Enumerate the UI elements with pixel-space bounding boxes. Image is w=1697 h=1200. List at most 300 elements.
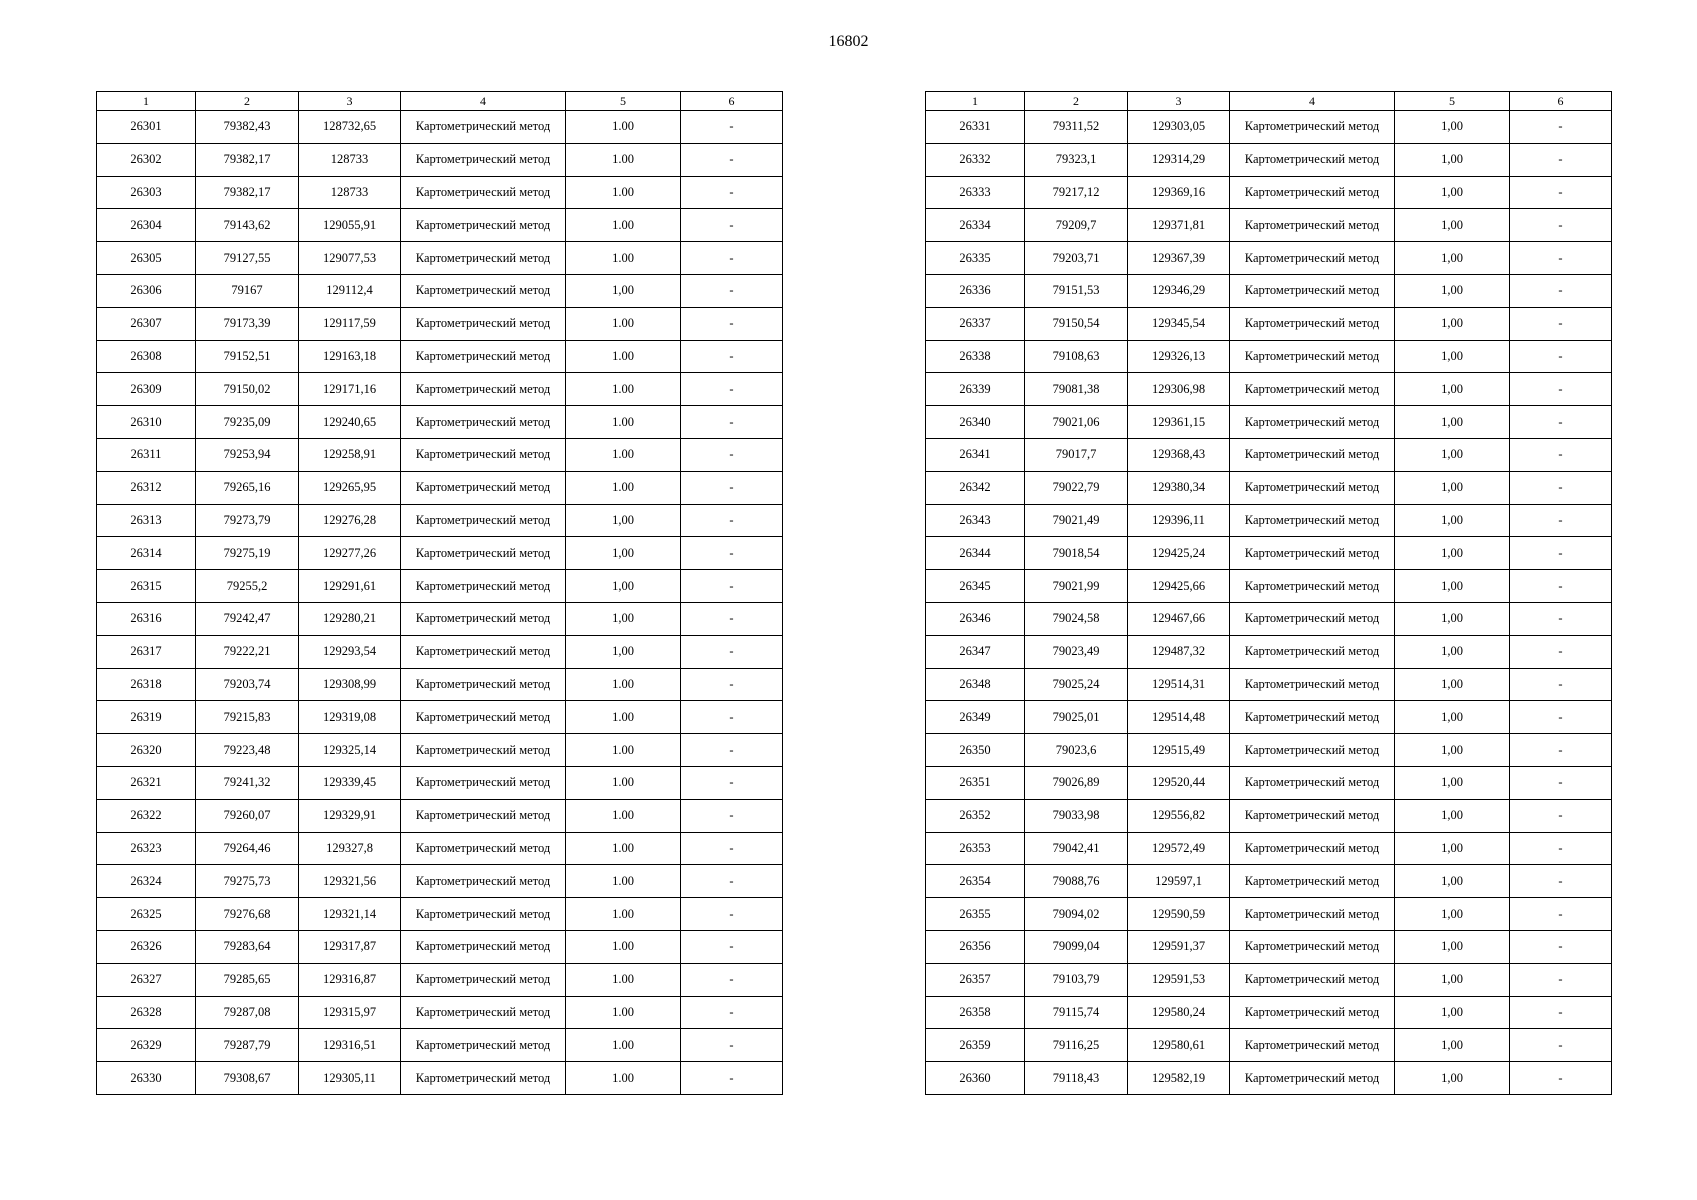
point-number-cell: 26326 (97, 930, 196, 963)
method-cell: Картометрический метод (1230, 471, 1395, 504)
description-cell: - (681, 209, 783, 242)
method-cell: Картометрический метод (1230, 504, 1395, 537)
y-coordinate-cell: 129321,56 (299, 865, 401, 898)
description-cell: - (1510, 1062, 1612, 1095)
accuracy-cell: 1,00 (1395, 209, 1510, 242)
accuracy-cell: 1.00 (566, 1062, 681, 1095)
description-cell: - (681, 734, 783, 767)
y-coordinate-cell: 129112,4 (299, 274, 401, 307)
method-cell: Картометрический метод (401, 570, 566, 603)
description-cell: - (681, 865, 783, 898)
method-cell: Картометрический метод (1230, 438, 1395, 471)
y-coordinate-cell: 129380,34 (1128, 471, 1230, 504)
x-coordinate-cell: 79143,62 (196, 209, 299, 242)
y-coordinate-cell: 129339,45 (299, 766, 401, 799)
method-cell: Картометрический метод (401, 274, 566, 307)
accuracy-cell: 1,00 (1395, 635, 1510, 668)
method-cell: Картометрический метод (401, 242, 566, 275)
point-number-cell: 26318 (97, 668, 196, 701)
table-row (926, 930, 1612, 963)
y-coordinate-cell: 129520,44 (1128, 766, 1230, 799)
method-cell: Картометрический метод (1230, 766, 1395, 799)
column-header: 6 (1510, 92, 1612, 111)
y-coordinate-cell: 129368,43 (1128, 438, 1230, 471)
y-coordinate-cell: 129580,24 (1128, 996, 1230, 1029)
method-cell: Картометрический метод (1230, 307, 1395, 340)
description-cell: - (681, 242, 783, 275)
description-cell: - (1510, 373, 1612, 406)
y-coordinate-cell: 129591,37 (1128, 930, 1230, 963)
table-row (926, 963, 1612, 996)
x-coordinate-cell: 79150,54 (1025, 307, 1128, 340)
accuracy-cell: 1.00 (566, 799, 681, 832)
point-number-cell: 26347 (926, 635, 1025, 668)
method-cell: Картометрический метод (1230, 602, 1395, 635)
y-coordinate-cell: 129487,32 (1128, 635, 1230, 668)
description-cell: - (681, 766, 783, 799)
description-cell: - (1510, 176, 1612, 209)
x-coordinate-cell: 79173,39 (196, 307, 299, 340)
method-cell: Картометрический метод (401, 307, 566, 340)
column-header: 4 (1230, 92, 1395, 111)
x-coordinate-cell: 79021,06 (1025, 406, 1128, 439)
point-number-cell: 26354 (926, 865, 1025, 898)
description-cell: - (681, 898, 783, 931)
y-coordinate-cell: 129580,61 (1128, 1029, 1230, 1062)
point-number-cell: 26304 (97, 209, 196, 242)
point-number-cell: 26303 (97, 176, 196, 209)
description-cell: - (1510, 537, 1612, 570)
column-header: 2 (196, 92, 299, 111)
point-number-cell: 26341 (926, 438, 1025, 471)
description-cell: - (681, 438, 783, 471)
description-cell: - (681, 111, 783, 144)
x-coordinate-cell: 79025,24 (1025, 668, 1128, 701)
accuracy-cell: 1.00 (566, 143, 681, 176)
y-coordinate-cell: 129572,49 (1128, 832, 1230, 865)
point-number-cell: 26308 (97, 340, 196, 373)
method-cell: Картометрический метод (1230, 406, 1395, 439)
y-coordinate-cell: 128733 (299, 176, 401, 209)
accuracy-cell: 1,00 (1395, 1062, 1510, 1095)
x-coordinate-cell: 79116,25 (1025, 1029, 1128, 1062)
point-number-cell: 26328 (97, 996, 196, 1029)
table-row (97, 668, 783, 701)
y-coordinate-cell: 129055,91 (299, 209, 401, 242)
method-cell: Картометрический метод (401, 865, 566, 898)
y-coordinate-cell: 129293,54 (299, 635, 401, 668)
point-number-cell: 26339 (926, 373, 1025, 406)
x-coordinate-cell: 79276,68 (196, 898, 299, 931)
y-coordinate-cell: 129117,59 (299, 307, 401, 340)
description-cell: - (681, 832, 783, 865)
point-number-cell: 26320 (97, 734, 196, 767)
description-cell: - (1510, 504, 1612, 537)
description-cell: - (681, 307, 783, 340)
description-cell: - (681, 570, 783, 603)
description-cell: - (681, 340, 783, 373)
accuracy-cell: 1.00 (566, 1029, 681, 1062)
accuracy-cell: 1,00 (1395, 930, 1510, 963)
y-coordinate-cell: 129265,95 (299, 471, 401, 504)
y-coordinate-cell: 129319,08 (299, 701, 401, 734)
point-number-cell: 26302 (97, 143, 196, 176)
table-row (926, 373, 1612, 406)
table-row (97, 373, 783, 406)
x-coordinate-cell: 79017,7 (1025, 438, 1128, 471)
point-number-cell: 26313 (97, 504, 196, 537)
x-coordinate-cell: 79150,02 (196, 373, 299, 406)
method-cell: Картометрический метод (1230, 340, 1395, 373)
accuracy-cell: 1,00 (1395, 406, 1510, 439)
point-number-cell: 26314 (97, 537, 196, 570)
x-coordinate-cell: 79127,55 (196, 242, 299, 275)
description-cell: - (1510, 898, 1612, 931)
table-row (97, 832, 783, 865)
description-cell: - (681, 176, 783, 209)
y-coordinate-cell: 128732,65 (299, 111, 401, 144)
table-row (926, 274, 1612, 307)
table-row (926, 898, 1612, 931)
y-coordinate-cell: 129514,31 (1128, 668, 1230, 701)
method-cell: Картометрический метод (1230, 373, 1395, 406)
y-coordinate-cell: 129308,99 (299, 668, 401, 701)
accuracy-cell: 1,00 (1395, 340, 1510, 373)
accuracy-cell: 1,00 (1395, 471, 1510, 504)
point-number-cell: 26323 (97, 832, 196, 865)
table-row (926, 602, 1612, 635)
accuracy-cell: 1,00 (1395, 438, 1510, 471)
y-coordinate-cell: 129077,53 (299, 242, 401, 275)
description-cell: - (1510, 340, 1612, 373)
accuracy-cell: 1,00 (1395, 898, 1510, 931)
x-coordinate-cell: 79382,17 (196, 143, 299, 176)
method-cell: Картометрический метод (1230, 668, 1395, 701)
accuracy-cell: 1,00 (1395, 996, 1510, 1029)
description-cell: - (681, 537, 783, 570)
point-number-cell: 26342 (926, 471, 1025, 504)
x-coordinate-cell: 79323,1 (1025, 143, 1128, 176)
method-cell: Картометрический метод (1230, 570, 1395, 603)
accuracy-cell: 1.00 (566, 438, 681, 471)
table-row (926, 406, 1612, 439)
table-row (926, 111, 1612, 144)
description-cell: - (1510, 406, 1612, 439)
point-number-cell: 26310 (97, 406, 196, 439)
column-header: 4 (401, 92, 566, 111)
y-coordinate-cell: 129582,19 (1128, 1062, 1230, 1095)
y-coordinate-cell: 129277,26 (299, 537, 401, 570)
point-number-cell: 26345 (926, 570, 1025, 603)
column-header: 3 (1128, 92, 1230, 111)
y-coordinate-cell: 129371,81 (1128, 209, 1230, 242)
description-cell: - (1510, 832, 1612, 865)
y-coordinate-cell: 129591,53 (1128, 963, 1230, 996)
accuracy-cell: 1.00 (566, 340, 681, 373)
description-cell: - (681, 406, 783, 439)
x-coordinate-cell: 79081,38 (1025, 373, 1128, 406)
method-cell: Картометрический метод (1230, 701, 1395, 734)
x-coordinate-cell: 79151,53 (1025, 274, 1128, 307)
point-number-cell: 26356 (926, 930, 1025, 963)
accuracy-cell: 1,00 (566, 570, 681, 603)
method-cell: Картометрический метод (401, 438, 566, 471)
point-number-cell: 26330 (97, 1062, 196, 1095)
x-coordinate-cell: 79275,19 (196, 537, 299, 570)
y-coordinate-cell: 129280,21 (299, 602, 401, 635)
y-coordinate-cell: 129316,87 (299, 963, 401, 996)
x-coordinate-cell: 79241,32 (196, 766, 299, 799)
table-row (926, 766, 1612, 799)
table-row (926, 832, 1612, 865)
x-coordinate-cell: 79152,51 (196, 340, 299, 373)
y-coordinate-cell: 128733 (299, 143, 401, 176)
table-row (926, 307, 1612, 340)
point-number-cell: 26344 (926, 537, 1025, 570)
point-number-cell: 26324 (97, 865, 196, 898)
description-cell: - (1510, 963, 1612, 996)
description-cell: - (681, 1029, 783, 1062)
method-cell: Картометрический метод (1230, 832, 1395, 865)
accuracy-cell: 1,00 (1395, 701, 1510, 734)
y-coordinate-cell: 129163,18 (299, 340, 401, 373)
y-coordinate-cell: 129314,29 (1128, 143, 1230, 176)
x-coordinate-cell: 79285,65 (196, 963, 299, 996)
accuracy-cell: 1,00 (1395, 668, 1510, 701)
y-coordinate-cell: 129326,13 (1128, 340, 1230, 373)
method-cell: Картометрический метод (401, 340, 566, 373)
method-cell: Картометрический метод (401, 602, 566, 635)
point-number-cell: 26350 (926, 734, 1025, 767)
description-cell: - (1510, 209, 1612, 242)
x-coordinate-cell: 79222,21 (196, 635, 299, 668)
point-number-cell: 26349 (926, 701, 1025, 734)
x-coordinate-cell: 79287,79 (196, 1029, 299, 1062)
point-number-cell: 26343 (926, 504, 1025, 537)
y-coordinate-cell: 129258,91 (299, 438, 401, 471)
x-coordinate-cell: 79382,17 (196, 176, 299, 209)
x-coordinate-cell: 79018,54 (1025, 537, 1128, 570)
column-header: 5 (566, 92, 681, 111)
method-cell: Картометрический метод (401, 111, 566, 144)
description-cell: - (1510, 602, 1612, 635)
method-cell: Картометрический метод (401, 898, 566, 931)
method-cell: Картометрический метод (401, 504, 566, 537)
description-cell: - (1510, 734, 1612, 767)
accuracy-cell: 1,00 (1395, 602, 1510, 635)
column-header: 5 (1395, 92, 1510, 111)
y-coordinate-cell: 129305,11 (299, 1062, 401, 1095)
x-coordinate-cell: 79311,52 (1025, 111, 1128, 144)
point-number-cell: 26358 (926, 996, 1025, 1029)
column-header: 6 (681, 92, 783, 111)
description-cell: - (681, 635, 783, 668)
method-cell: Картометрический метод (1230, 996, 1395, 1029)
table-row (97, 242, 783, 275)
x-coordinate-cell: 79042,41 (1025, 832, 1128, 865)
accuracy-cell: 1,00 (1395, 111, 1510, 144)
description-cell: - (1510, 766, 1612, 799)
x-coordinate-cell: 79235,09 (196, 406, 299, 439)
y-coordinate-cell: 129327,8 (299, 832, 401, 865)
method-cell: Картометрический метод (401, 635, 566, 668)
y-coordinate-cell: 129425,24 (1128, 537, 1230, 570)
table-row (97, 307, 783, 340)
y-coordinate-cell: 129325,14 (299, 734, 401, 767)
point-number-cell: 26325 (97, 898, 196, 931)
accuracy-cell: 1.00 (566, 373, 681, 406)
method-cell: Картометрический метод (401, 799, 566, 832)
method-cell: Картометрический метод (401, 373, 566, 406)
y-coordinate-cell: 129597,1 (1128, 865, 1230, 898)
x-coordinate-cell: 79094,02 (1025, 898, 1128, 931)
method-cell: Картометрический метод (401, 963, 566, 996)
table-row (97, 865, 783, 898)
table-row (926, 504, 1612, 537)
method-cell: Картометрический метод (401, 930, 566, 963)
method-cell: Картометрический метод (401, 766, 566, 799)
description-cell: - (1510, 1029, 1612, 1062)
point-number-cell: 26316 (97, 602, 196, 635)
description-cell: - (681, 668, 783, 701)
accuracy-cell: 1.00 (566, 963, 681, 996)
y-coordinate-cell: 129240,65 (299, 406, 401, 439)
accuracy-cell: 1,00 (1395, 143, 1510, 176)
x-coordinate-cell: 79023,6 (1025, 734, 1128, 767)
table-row (97, 111, 783, 144)
table-row (97, 438, 783, 471)
description-cell: - (1510, 307, 1612, 340)
description-cell: - (1510, 471, 1612, 504)
accuracy-cell: 1.00 (566, 865, 681, 898)
accuracy-cell: 1.00 (566, 209, 681, 242)
table-header-row (926, 92, 1612, 111)
point-number-cell: 26329 (97, 1029, 196, 1062)
x-coordinate-cell: 79203,71 (1025, 242, 1128, 275)
accuracy-cell: 1.00 (566, 701, 681, 734)
point-number-cell: 26305 (97, 242, 196, 275)
table-row (97, 471, 783, 504)
table-row (97, 602, 783, 635)
x-coordinate-cell: 79203,74 (196, 668, 299, 701)
accuracy-cell: 1,00 (1395, 504, 1510, 537)
point-number-cell: 26333 (926, 176, 1025, 209)
table-row (926, 209, 1612, 242)
point-number-cell: 26357 (926, 963, 1025, 996)
point-number-cell: 26337 (926, 307, 1025, 340)
y-coordinate-cell: 129329,91 (299, 799, 401, 832)
point-number-cell: 26312 (97, 471, 196, 504)
page-number: 16802 (828, 33, 869, 50)
point-number-cell: 26321 (97, 766, 196, 799)
description-cell: - (681, 471, 783, 504)
table-row (926, 340, 1612, 373)
coordinates-table-left (96, 91, 783, 1095)
x-coordinate-cell: 79265,16 (196, 471, 299, 504)
x-coordinate-cell: 79088,76 (1025, 865, 1128, 898)
method-cell: Картометрический метод (401, 1062, 566, 1095)
x-coordinate-cell: 79099,04 (1025, 930, 1128, 963)
x-coordinate-cell: 79260,07 (196, 799, 299, 832)
accuracy-cell: 1.00 (566, 406, 681, 439)
table-row (97, 274, 783, 307)
table-row (926, 242, 1612, 275)
table-row (97, 209, 783, 242)
method-cell: Картометрический метод (401, 734, 566, 767)
method-cell: Картометрический метод (1230, 865, 1395, 898)
point-number-cell: 26338 (926, 340, 1025, 373)
table-row (97, 996, 783, 1029)
description-cell: - (681, 701, 783, 734)
coordinates-table-right (925, 91, 1612, 1095)
accuracy-cell: 1,00 (566, 635, 681, 668)
table-row (926, 1062, 1612, 1095)
description-cell: - (681, 274, 783, 307)
y-coordinate-cell: 129321,14 (299, 898, 401, 931)
y-coordinate-cell: 129303,05 (1128, 111, 1230, 144)
point-number-cell: 26307 (97, 307, 196, 340)
point-number-cell: 26306 (97, 274, 196, 307)
method-cell: Картометрический метод (401, 537, 566, 570)
description-cell: - (1510, 570, 1612, 603)
description-cell: - (1510, 111, 1612, 144)
table-row (97, 766, 783, 799)
point-number-cell: 26301 (97, 111, 196, 144)
method-cell: Картометрический метод (401, 143, 566, 176)
method-cell: Картометрический метод (401, 471, 566, 504)
accuracy-cell: 1,00 (566, 537, 681, 570)
description-cell: - (1510, 996, 1612, 1029)
y-coordinate-cell: 129425,66 (1128, 570, 1230, 603)
method-cell: Картометрический метод (1230, 963, 1395, 996)
table-row (97, 1029, 783, 1062)
table-row (97, 340, 783, 373)
y-coordinate-cell: 129315,97 (299, 996, 401, 1029)
method-cell: Картометрический метод (1230, 143, 1395, 176)
x-coordinate-cell: 79209,7 (1025, 209, 1128, 242)
point-number-cell: 26335 (926, 242, 1025, 275)
x-coordinate-cell: 79118,43 (1025, 1062, 1128, 1095)
accuracy-cell: 1,00 (566, 602, 681, 635)
point-number-cell: 26334 (926, 209, 1025, 242)
table-row (97, 537, 783, 570)
accuracy-cell: 1,00 (1395, 373, 1510, 406)
point-number-cell: 26359 (926, 1029, 1025, 1062)
x-coordinate-cell: 79024,58 (1025, 602, 1128, 635)
x-coordinate-cell: 79021,49 (1025, 504, 1128, 537)
y-coordinate-cell: 129515,49 (1128, 734, 1230, 767)
description-cell: - (1510, 865, 1612, 898)
accuracy-cell: 1.00 (566, 898, 681, 931)
point-number-cell: 26336 (926, 274, 1025, 307)
y-coordinate-cell: 129514,48 (1128, 701, 1230, 734)
method-cell: Картометрический метод (1230, 734, 1395, 767)
x-coordinate-cell: 79023,49 (1025, 635, 1128, 668)
description-cell: - (681, 799, 783, 832)
table-row (926, 143, 1612, 176)
description-cell: - (1510, 242, 1612, 275)
method-cell: Картометрический метод (1230, 242, 1395, 275)
table-row (97, 701, 783, 734)
point-number-cell: 26352 (926, 799, 1025, 832)
table-row (97, 963, 783, 996)
method-cell: Картометрический метод (401, 209, 566, 242)
accuracy-cell: 1.00 (566, 471, 681, 504)
point-number-cell: 26309 (97, 373, 196, 406)
accuracy-cell: 1.00 (566, 832, 681, 865)
table-row (97, 635, 783, 668)
description-cell: - (1510, 930, 1612, 963)
